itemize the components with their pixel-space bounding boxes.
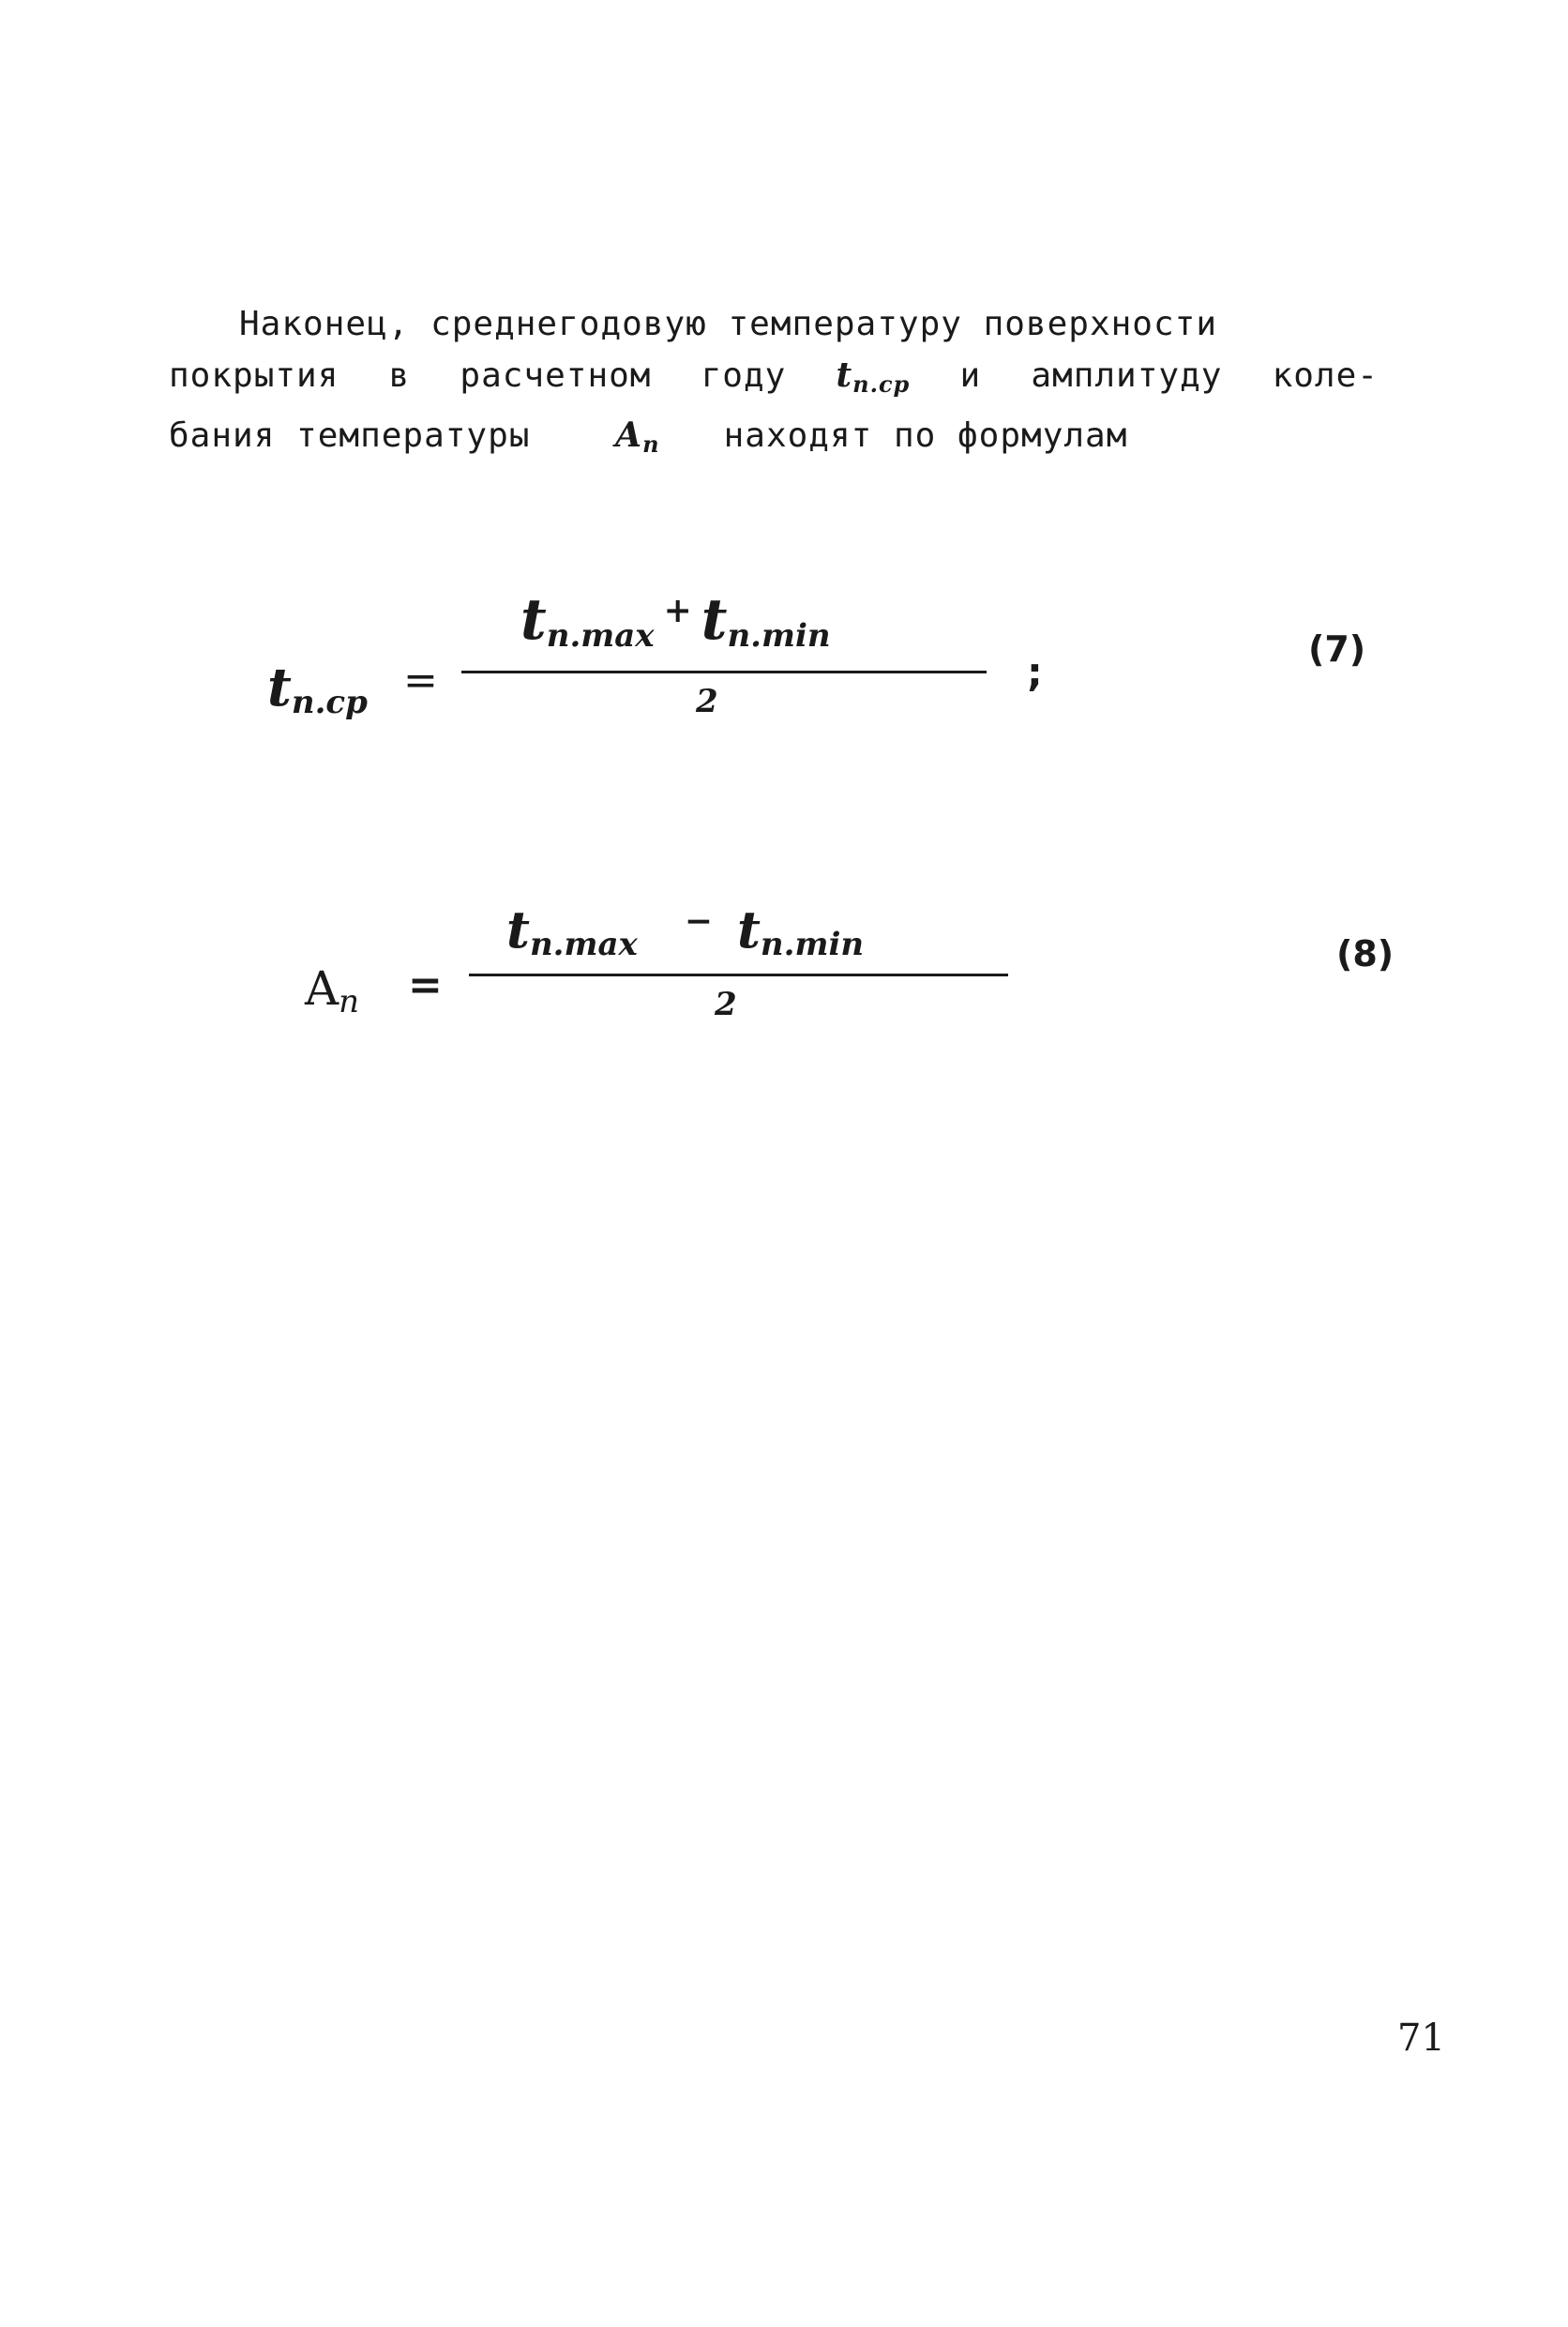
formula-8-lhs: $A_п$ (305, 961, 360, 1020)
page-number: 71 (1397, 2017, 1445, 2060)
formula-8 (0, 896, 1568, 1065)
formula-7-semicolon: ; (1027, 649, 1043, 695)
inline-var-a-p: $A_п$ (615, 416, 660, 458)
paragraph-line-3: бания температуры $A_п$ находят по формулам (169, 416, 1128, 458)
formula-7-lhs: $t_{п.ср}$ (267, 657, 368, 721)
formula-7-denominator: 2 (696, 683, 718, 720)
formula-7-fraction-bar (461, 671, 987, 673)
formula-8-numerator: $t_{п.max}^-$ $t_{п.min}$ (506, 899, 865, 963)
paragraph-line-2: покрытия в расчетном году $t_{п.ср}$ и амплитуду коле- (169, 355, 1379, 398)
formula-7 (0, 582, 1568, 750)
inline-var-t-pcp: $t_{п.ср}$ (836, 355, 911, 398)
formula-8-denominator: 2 (715, 986, 737, 1023)
formula-8-equals: = (408, 961, 443, 1009)
formula-7-number: (7) (1308, 628, 1366, 670)
formula-8-fraction-bar (469, 974, 1008, 976)
formula-8-number: (8) (1336, 933, 1395, 975)
formula-7-numerator: $t_{п.max}^+$ $t_{п.min}$ (520, 587, 831, 655)
formula-7-equals: = (403, 657, 438, 704)
intro-paragraph (169, 298, 1379, 470)
paragraph-line-1: Наконец, среднегодовую температуру поверхности (239, 305, 1217, 343)
